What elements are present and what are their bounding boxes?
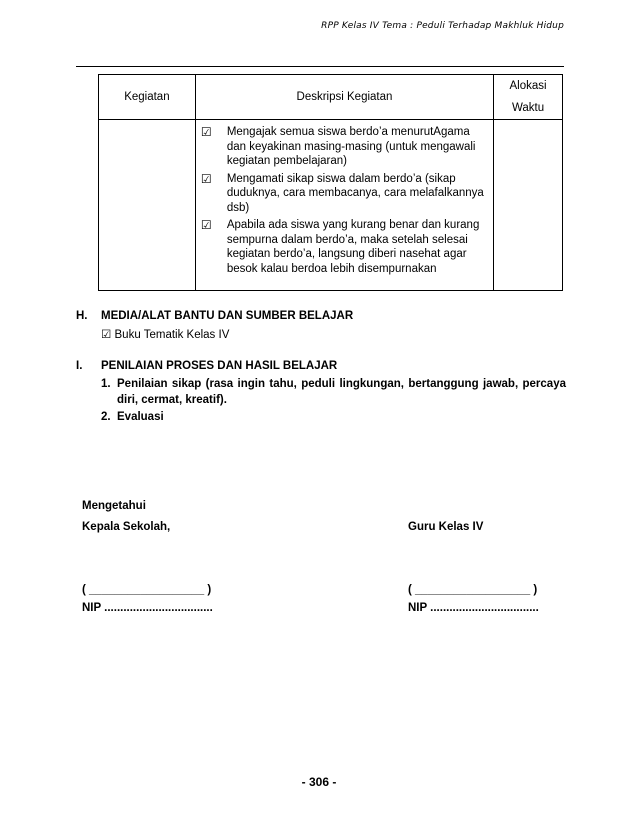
checkbox-checked-icon: ☑ — [200, 171, 212, 186]
checkbox-checked-icon: ☑ — [200, 218, 212, 232]
checkbox-checked-icon: ☑ — [101, 329, 112, 341]
signature-right-name-blank: ( __________________ ) — [408, 584, 538, 596]
col-deskripsi: Deskripsi Kegiatan — [195, 75, 493, 120]
list-item-text: Apabila ada siswa yang kurang benar dan kurang sempurna dalam berdo’a, maka setelah selesai kegiatan berdo’a, langsung diberi nasehat agar besok kalau berdoa lebih disempurnakan — [226, 219, 480, 275]
section-i-heading — [76, 360, 566, 372]
header-rule — [76, 66, 564, 67]
signature-right — [408, 517, 539, 619]
kegiatan-cell — [99, 120, 196, 291]
section-i-letter: I. — [76, 360, 83, 372]
section-i — [76, 360, 566, 425]
list-item-text: Evaluasi — [117, 411, 164, 423]
section-i-title: PENILAIAN PROSES DAN HASIL BELAJAR — [101, 360, 338, 372]
list-item — [201, 218, 490, 276]
checkbox-checked-icon: ☑ — [200, 125, 212, 139]
signature-left-role: Kepala Sekolah, — [82, 521, 171, 533]
deskripsi-cell — [195, 120, 493, 291]
list-item — [201, 125, 490, 169]
running-header: RPP Kelas IV Tema : Peduli Terhadap Makhluk Hidup — [321, 21, 564, 31]
section-i-list — [76, 376, 566, 425]
list-item — [101, 376, 566, 408]
list-item-text: Mengajak semua siswa berdo’a menurutAgama dan keyakinan masing-masing (untuk mengawali kegiatan pembelajaran) — [226, 126, 476, 167]
col-alokasi-line1: Alokasi — [509, 80, 547, 92]
col-alokasi — [494, 75, 563, 120]
section-h-letter: H. — [76, 310, 88, 322]
table-row — [99, 120, 563, 291]
list-item — [101, 409, 566, 425]
list-item-text: Mengamati sikap siswa dalam berdo’a (sikap duduknya, cara membacanya, cara melafalkannya dsb) — [226, 172, 484, 214]
section-h — [76, 310, 566, 341]
page-number: - 306 - — [301, 775, 337, 789]
signature-mengetahui: Mengetahui — [82, 500, 146, 512]
activity-table — [98, 74, 563, 291]
list-item-number: 2. — [101, 411, 111, 423]
section-h-title: MEDIA/ALAT BANTU DAN SUMBER BELAJAR — [101, 310, 354, 322]
list-item-text: Penilaian sikap (rasa ingin tahu, peduli lingkungan, bertanggung jawab, percaya diri, cermat, kreatif). — [117, 378, 566, 406]
activity-list — [197, 121, 492, 281]
signature-left — [82, 496, 213, 619]
signature-left-nip: NIP .................................. — [82, 602, 213, 614]
list-item-number: 1. — [101, 378, 111, 390]
section-h-heading — [76, 310, 566, 322]
signature-left-name-blank: ( __________________ ) — [82, 584, 212, 596]
alokasi-cell — [494, 120, 563, 291]
signature-right-nip: NIP .................................. — [408, 602, 539, 614]
signature-right-role: Guru Kelas IV — [408, 521, 484, 533]
table-header-row — [99, 75, 563, 120]
section-h-item — [76, 327, 566, 341]
col-alokasi-line2: Waktu — [511, 102, 545, 114]
section-h-item-text: Buku Tematik Kelas IV — [114, 329, 230, 341]
col-kegiatan: Kegiatan — [99, 75, 196, 120]
list-item — [201, 172, 490, 216]
